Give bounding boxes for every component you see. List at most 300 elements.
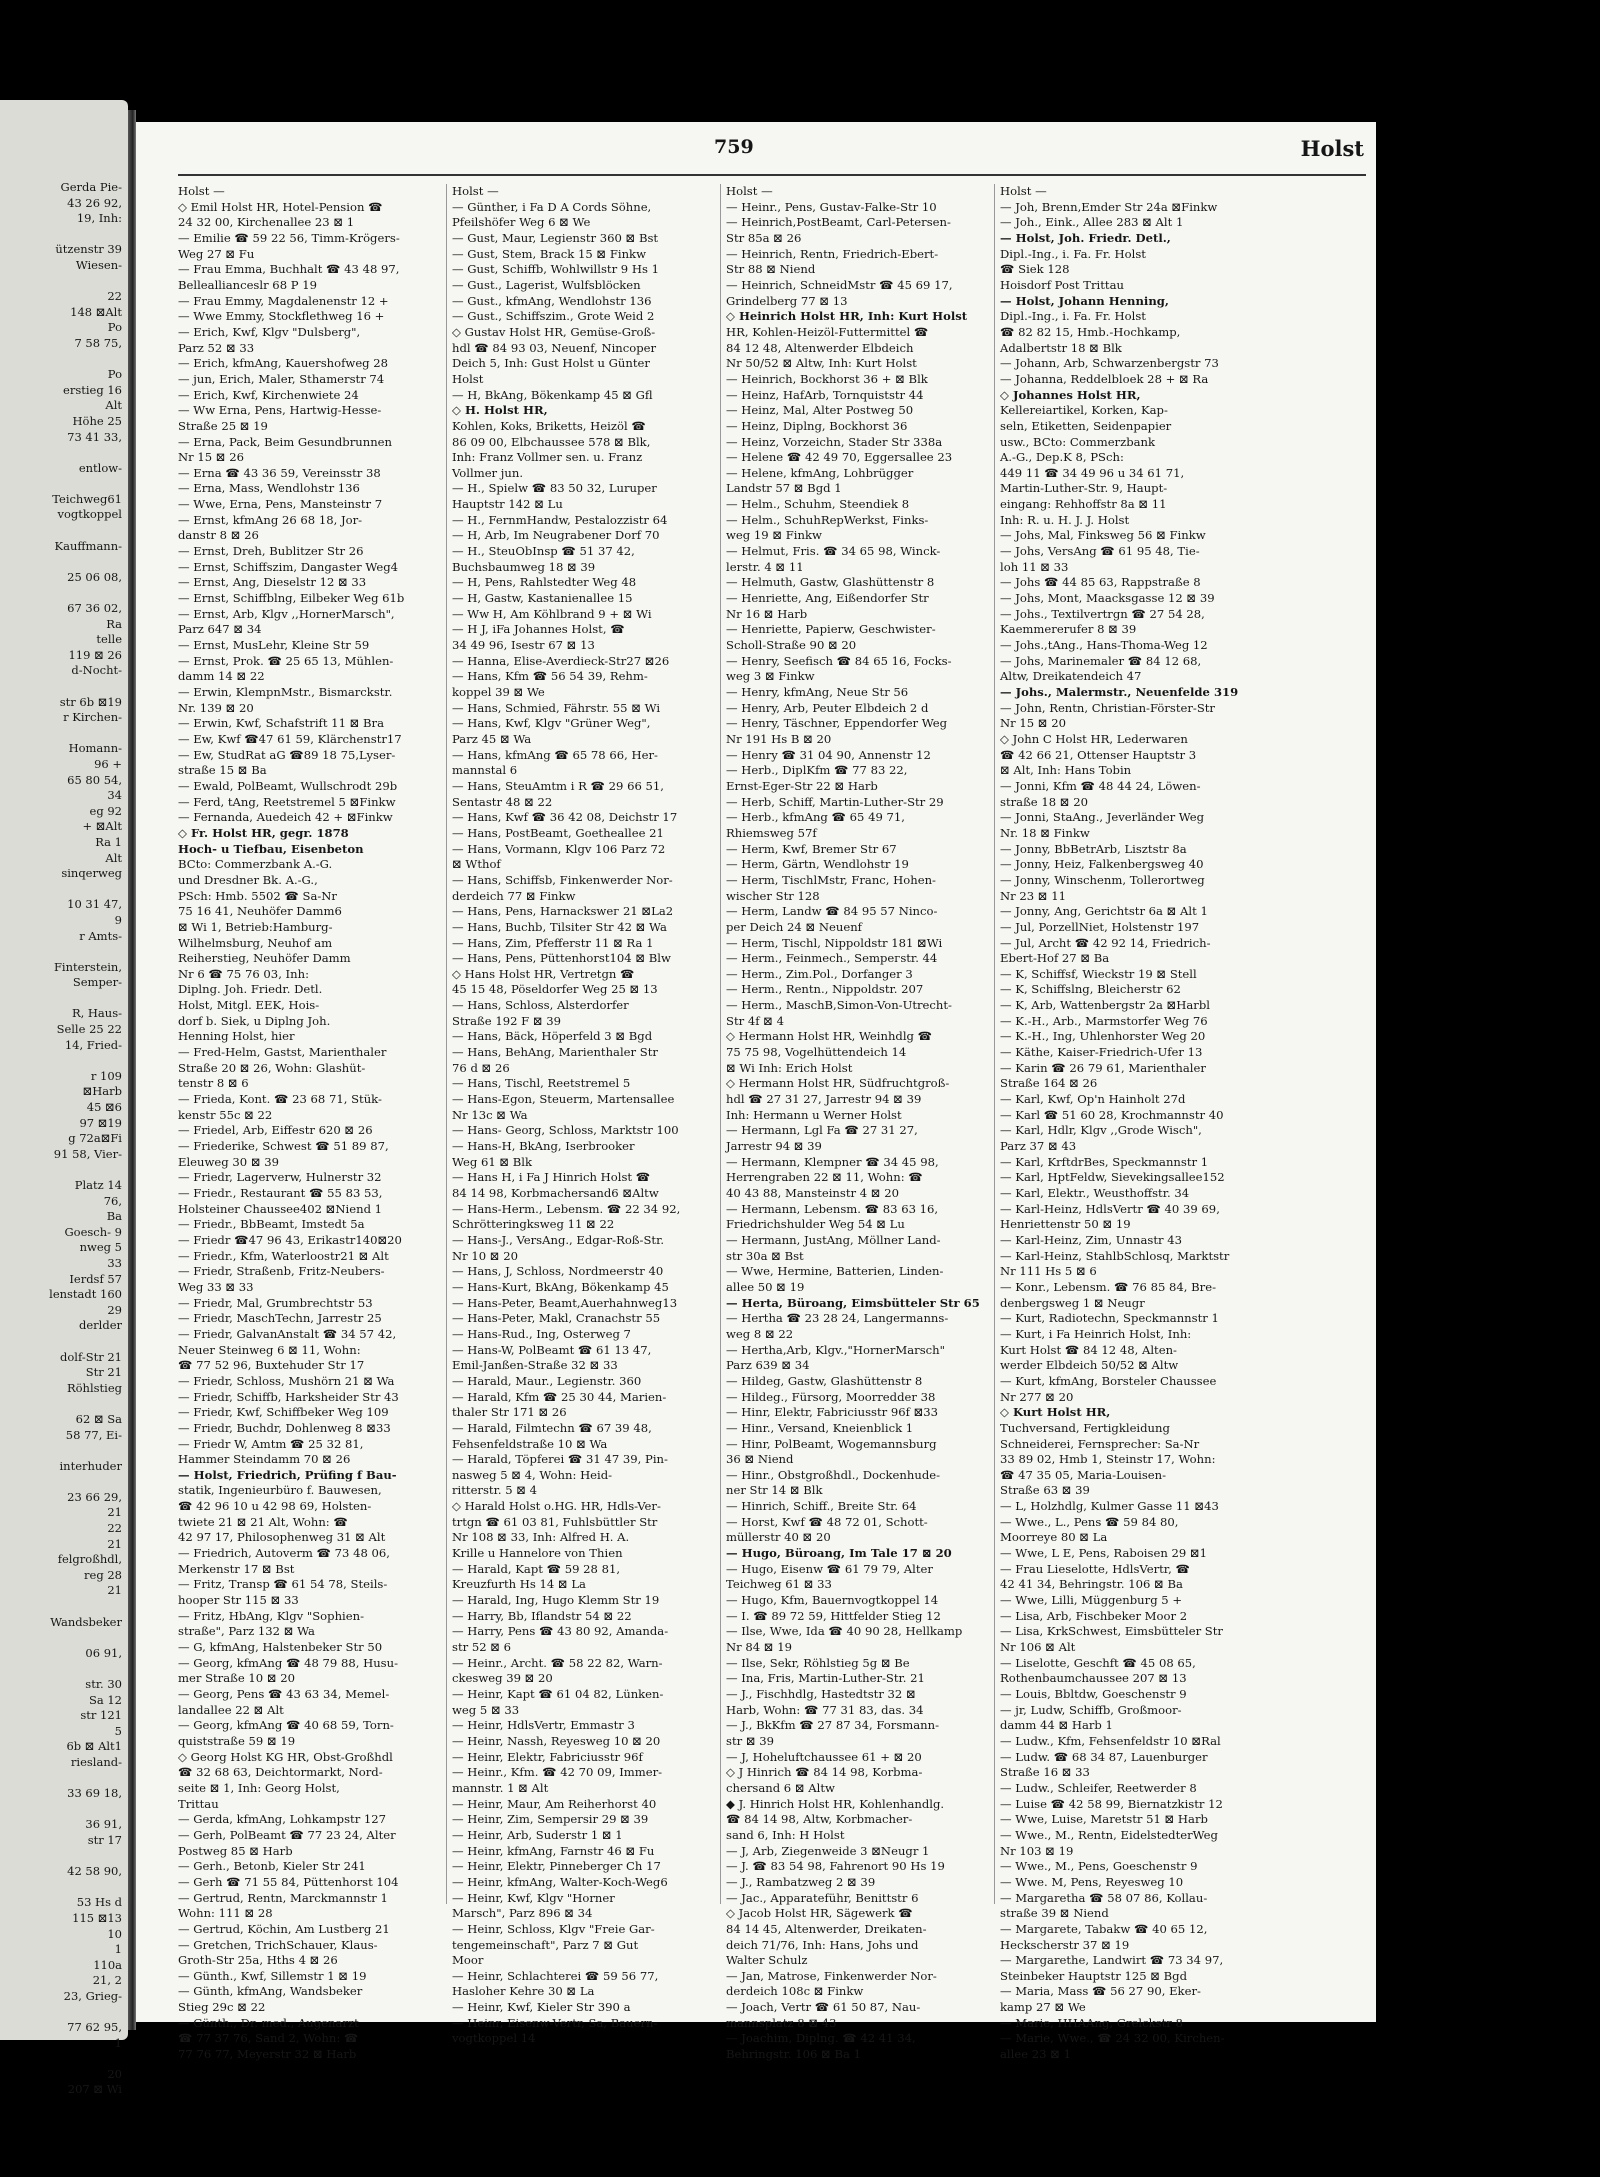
directory-entry: — Hans, Zim, Pfefferstr 11 ⊠ Ra 1 — [452, 935, 654, 950]
left-page-fragment: Selle 25 22 — [56, 1022, 122, 1037]
directory-entry: — Friedr, Mal, Grumbrechtstr 53 — [178, 1295, 373, 1310]
directory-entry: — K, Schiffsf, Wieckstr 19 ⊠ Stell — [1000, 966, 1197, 981]
directory-entry: — Heinrich,PostBeamt, Carl-Petersen- — [726, 215, 951, 230]
directory-entry: — K, Arb, Wattenbergstr 2a ⊠Harbl — [1000, 998, 1210, 1013]
left-page-fragment: 76, — [103, 1193, 122, 1208]
directory-entry: — Jul, Archt ☎ 42 92 14, Friedrich- — [1000, 935, 1211, 950]
left-page-fragment: 58 77, Ei- — [65, 1427, 122, 1442]
directory-entry: — Günther, i Fa D A Cords Söhne, — [452, 199, 652, 214]
directory-entry: Holsteiner Chaussee402 ⊠Niend 1 — [178, 1201, 383, 1216]
directory-entry: ◇ J Hinrich ☎ 84 14 98, Korbma- — [726, 1765, 923, 1780]
directory-entry: Moor — [452, 1953, 484, 1968]
directory-entry: Buchsbaumweg 18 ⊠ 39 — [452, 559, 596, 574]
directory-entry: — Heinr, Schloss, Klgv "Freie Gar- — [452, 1921, 655, 1936]
directory-entry: Straße 63 ⊠ 39 — [1000, 1483, 1090, 1498]
directory-entry: Nr 6 ☎ 75 76 03, Inh: — [178, 966, 309, 981]
directory-entry: Nr 15 ⊠ 26 — [178, 450, 244, 465]
directory-entry: — Friedr., Restaurant ☎ 55 83 53, — [178, 1186, 383, 1200]
left-page-fragment — [2, 1849, 122, 1865]
directory-entry: — Herb., DiplKfm ☎ 77 83 22, — [726, 763, 908, 778]
directory-entry: mannsplatz 8 ⊠ 43 — [726, 2015, 837, 2030]
left-page-fragment: Semper- — [72, 975, 122, 990]
directory-entry: — Wwe., M., Rentn, EidelstedterWeg — [1000, 1827, 1218, 1842]
directory-entry: ritterstr. 5 ⊠ 4 — [452, 1483, 538, 1498]
directory-entry: Nr 13c ⊠ Wa — [452, 1107, 528, 1122]
directory-entry: koppel 39 ⊠ We — [452, 685, 545, 699]
directory-entry: weg 8 ⊠ 22 — [726, 1326, 794, 1341]
directory-entry: — Hans, Schmied, Fährstr. 55 ⊠ Wi — [452, 700, 661, 715]
directory-entry: — Horst, Kwf ☎ 48 72 01, Schott- — [726, 1514, 928, 1529]
directory-entry: Weg 33 ⊠ 33 — [178, 1279, 254, 1294]
left-page-fragment: 91 58, Vier- — [53, 1146, 122, 1161]
directory-entry: ◇ Hermann Holst HR, Südfruchtgroß- — [726, 1076, 950, 1091]
directory-entry: — Hans, J, Schloss, Nordmeerstr 40 — [452, 1264, 664, 1279]
directory-entry: ◇ Jacob Holst HR, Sägewerk ☎ — [726, 1906, 913, 1921]
left-page-edge — [0, 100, 128, 2097]
directory-entry: straße 15 ⊠ Ba — [178, 763, 267, 778]
directory-entry: — Hans-Rud., Ing, Osterweg 7 — [452, 1326, 631, 1341]
directory-entry: — Harry, Bb, Iflandstr 54 ⊠ 22 — [452, 1608, 632, 1623]
directory-entry: Nr 84 ⊠ 19 — [726, 1640, 792, 1655]
directory-entry: Schrötteringksweg 11 ⊠ 22 — [452, 1217, 615, 1232]
directory-entry: quiststraße 59 ⊠ 19 — [178, 1733, 296, 1748]
directory-entry: — Henriette, Papierw, Geschwister- — [726, 622, 936, 637]
left-page-fragment: Po — [107, 320, 122, 335]
directory-entry: Nr 10 ⊠ 20 — [452, 1248, 518, 1263]
directory-entry: — Harry, Pens ☎ 43 80 92, Amanda- — [452, 1624, 669, 1639]
directory-entry: — Hanna, Elise-Averdieck-Str27 ⊠26 — [452, 653, 670, 668]
directory-entry: — Ernst, kfmAng 26 68 18, Jor- — [178, 512, 363, 527]
directory-entry: ◇ Gustav Holst HR, Gemüse-Groß- — [452, 324, 656, 339]
left-page-fragment: Teichweg61 — [52, 491, 122, 506]
directory-entry: — Friederike, Schwest ☎ 51 89 87, — [178, 1139, 389, 1154]
directory-entry: 77 76 77, Meyerstr 32 ⊠ Harb — [178, 2047, 357, 2062]
directory-entry: Jarrestr 94 ⊠ 39 — [726, 1139, 822, 1154]
directory-entry: — Heinrich, Bockhorst 36 + ⊠ Blk — [726, 371, 928, 386]
directory-entry: — Henry ☎ 31 04 90, Annenstr 12 — [726, 747, 931, 762]
directory-entry: tenstr 8 ⊠ 6 — [178, 1076, 249, 1091]
directory-entry: Walter Schulz — [726, 1953, 808, 1968]
directory-entry: Inh: R. u. H. J. J. Holst — [1000, 512, 1130, 527]
directory-entry: Stieg 29c ⊠ 22 — [178, 2000, 266, 2015]
directory-entry: — Friedr, MaschTechn, Jarrestr 25 — [178, 1311, 382, 1326]
directory-entry: landallee 22 ⊠ Alt — [178, 1702, 284, 1717]
directory-entry: — Wwe. M, Pens, Reyesweg 10 — [1000, 1874, 1184, 1889]
directory-entry: — Johs, Marinemaler ☎ 84 12 68, — [1000, 653, 1202, 668]
directory-entry: — Gertrud, Rentn, Marckmannstr 1 — [178, 1890, 388, 1905]
directory-entry: ◇ Johannes Holst HR, — [1000, 387, 1141, 402]
left-page-fragment: 96 + — [94, 756, 122, 771]
directory-entry: chersand 6 ⊠ Altw — [726, 1780, 835, 1795]
directory-entry: — Hans-Herm., Lebensm. ☎ 22 34 92, — [452, 1201, 681, 1216]
directory-entry: — Georg, Pens ☎ 43 63 34, Memel- — [178, 1687, 390, 1701]
directory-entry: ◇ Hans Holst HR, Vertretgn ☎ — [452, 966, 635, 981]
directory-entry: Harb, Wohn: ☎ 77 31 83, das. 34 — [726, 1702, 924, 1717]
directory-entry: ⊠ Wthof — [452, 857, 501, 872]
left-page-fragment: nweg 5 — [79, 1240, 122, 1255]
directory-entry: loh 11 ⊠ 33 — [1000, 559, 1069, 574]
directory-entry: deich 71/76, Inh: Hans, Johs und — [726, 1937, 919, 1952]
directory-entry: — Kurt, i Fa Heinrich Holst, Inh: — [1000, 1326, 1192, 1341]
directory-entry: — Jonny, BbBetrArb, Lisztstr 8a — [1000, 841, 1187, 856]
left-page-fragment: 1 — [114, 2035, 122, 2050]
directory-entry: damm 14 ⊠ 22 — [178, 669, 265, 684]
directory-entry: — Friedr ☎47 96 43, Erikastr140⊠20 — [178, 1232, 402, 1247]
directory-entry: — Ew, StudRat aG ☎89 18 75,Lyser- — [178, 747, 396, 762]
left-page-fragment: 23, Grieg- — [63, 1988, 122, 2003]
left-page-fragment: 77 62 95, — [67, 2020, 122, 2035]
directory-entry: Behringstr. 106 ⊠ Ba 1 — [726, 2047, 861, 2062]
directory-entry: — Wwe, L E, Pens, Raboisen 29 ⊠1 — [1000, 1546, 1208, 1561]
directory-entry: — Wwe, Erna, Pens, Mansteinstr 7 — [178, 497, 383, 512]
left-page-fragment: str 17 — [87, 1832, 122, 1847]
directory-entry: — Hans, Kfm ☎ 56 54 39, Rehm- — [452, 669, 648, 684]
directory-entry: Dipl.-Ing., i. Fa. Fr. Holst — [1000, 309, 1146, 324]
directory-entry: — Gust., kfmAng, Wendlohstr 136 — [452, 293, 652, 308]
directory-entry: — Heinr, Maur, Am Reiherhorst 40 — [452, 1796, 657, 1811]
directory-entry: Holst — — [452, 184, 499, 198]
directory-entry: Heckscherstr 37 ⊠ 19 — [1000, 1937, 1130, 1952]
directory-entry: — Ew, Kwf ☎47 61 59, Klärchenstr17 — [178, 731, 402, 746]
left-page-fragment — [2, 227, 122, 243]
directory-entry: — Käthe, Kaiser-Friedrich-Ufer 13 — [1000, 1045, 1203, 1060]
directory-entry: Reiherstieg, Neuhöfer Damm — [178, 951, 351, 966]
directory-entry: — Fritz, HbAng, Klgv "Sophien- — [178, 1608, 364, 1623]
directory-entry: — Henry, kfmAng, Neue Str 56 — [726, 685, 909, 699]
left-page-fragment: r Amts- — [79, 928, 122, 943]
directory-entry: allee 50 ⊠ 19 — [726, 1279, 805, 1294]
left-page-fragment: Höhe 25 — [72, 413, 122, 428]
directory-entry: per Deich 24 ⊠ Neuenf — [726, 919, 862, 934]
left-page-fragment: 53 Hs d — [76, 1895, 122, 1910]
directory-entry: — Jonny, Heiz, Falkenbergsweg 40 — [1000, 857, 1204, 872]
directory-entry: — Heinr, Eisenw-Vertr, Sa, Bauern- — [452, 2015, 658, 2030]
left-page-fragment: 7 58 75, — [74, 335, 122, 350]
directory-entry: Weg 61 ⊠ Blk — [452, 1154, 533, 1169]
left-page-fragment — [2, 1474, 122, 1490]
directory-entry: — jr, Ludw, Schiffb, Großmoor- — [1000, 1702, 1182, 1717]
directory-entry: — Hinr., Versand, Kneienblick 1 — [726, 1420, 914, 1435]
directory-entry: — Herm., Zim.Pol., Dorfanger 3 — [726, 966, 913, 981]
directory-entry: Teichweg 61 ⊠ 33 — [726, 1577, 832, 1592]
directory-entry: Straße 16 ⊠ 33 — [1000, 1765, 1090, 1780]
directory-entry: — Ww H, Am Köhlbrand 9 + ⊠ Wi — [452, 606, 652, 621]
header-rule — [178, 174, 1366, 176]
directory-entry: derdeich 77 ⊠ Finkw — [452, 888, 576, 903]
directory-entry: ☎ 42 66 21, Ottenser Hauptstr 3 — [1000, 747, 1197, 762]
directory-entry: Kurt Holst ☎ 84 12 48, Alten- — [1000, 1342, 1177, 1357]
directory-entry: — Helmut, Fris. ☎ 34 65 98, Winck- — [726, 544, 941, 559]
directory-entry: — Ernst, Dreh, Bublitzer Str 26 — [178, 544, 364, 559]
directory-entry: — Helm., Schuhm, Steendiek 8 — [726, 497, 910, 512]
left-page-fragment: + ⊠Alt — [82, 819, 122, 834]
directory-entry: — Wwe, Luise, Maretstr 51 ⊠ Harb — [1000, 1812, 1208, 1827]
directory-entry: — Lisa, KrkSchwest, Eimsbütteler Str — [1000, 1624, 1223, 1639]
directory-entry: Friedrichshulder Weg 54 ⊠ Lu — [726, 1217, 905, 1232]
directory-entry: Rothenbaumchaussee 207 ⊠ 13 — [1000, 1671, 1187, 1686]
directory-entry: — Hans, PostBeamt, Goetheallee 21 — [452, 825, 664, 840]
directory-entry: — Hertha,Arb, Klgv.,"HornerMarsch" — [726, 1342, 945, 1357]
directory-entry: — Heinz, HafArb, Tornquiststr 44 — [726, 387, 924, 402]
directory-entry: Ebert-Hof 27 ⊠ Ba — [1000, 951, 1110, 966]
directory-entry: — Fred-Helm, Gastst, Marienthaler — [178, 1045, 387, 1060]
directory-entry: — H, Pens, Rahlstedter Weg 48 — [452, 575, 637, 590]
directory-entry: Steinbeker Hauptstr 125 ⊠ Bgd — [1000, 1968, 1188, 1983]
left-page-fragment — [2, 445, 122, 461]
left-page-fragment: str 6b ⊠19 — [59, 694, 122, 709]
directory-entry: — Gertrud, Köchin, Am Lustberg 21 — [178, 1921, 390, 1936]
left-page-fragment: 14, Fried- — [64, 1037, 122, 1052]
directory-entry: — Gust., Lagerist, Wulfsblöcken — [452, 277, 641, 292]
directory-entry: str 30a ⊠ Bst — [726, 1248, 804, 1263]
left-page-fragment: ⊠Harb — [82, 1084, 122, 1099]
left-page-fragment — [2, 1661, 122, 1677]
left-page-fragment: Str 21 — [85, 1365, 122, 1380]
left-page-fragment: 20 — [107, 2066, 122, 2081]
left-page-fragment: interhuder — [59, 1458, 122, 1473]
directory-entry: 84 12 48, Altenwerder Elbdeich — [726, 340, 914, 355]
left-page-fragment: 22 — [107, 289, 122, 304]
directory-entry: Parz 52 ⊠ 33 — [178, 340, 255, 355]
directory-entry: — Harald, Filmtechn ☎ 67 39 48, — [452, 1420, 652, 1435]
left-page-fragment: sinqerweg — [61, 866, 122, 881]
left-page-fragment: 33 — [107, 1255, 122, 1270]
directory-entry: hooper Str 115 ⊠ 33 — [178, 1593, 299, 1608]
directory-entry: — Margaretha ☎ 58 07 86, Kollau- — [1000, 1890, 1208, 1905]
directory-entry: — Georg, kfmAng ☎ 40 68 59, Torn- — [178, 1718, 394, 1733]
directory-entry: — Herm, Gärtn, Wendlohstr 19 — [726, 857, 909, 872]
directory-entry: — Erich, kfmAng, Kauershofweg 28 — [178, 356, 389, 371]
directory-entry: — Heinr, Schlachterei ☎ 59 56 77, — [452, 1968, 659, 1983]
directory-entry: — Jonni, StaAng., Jeverländer Weg — [1000, 810, 1205, 825]
directory-entry: — Henry, Täschner, Eppendorfer Weg — [726, 716, 948, 731]
directory-entry: — H, Arb, Im Neugrabener Dorf 70 — [452, 528, 660, 543]
left-page-fragment: 6b ⊠ Alt1 — [66, 1739, 122, 1754]
directory-column-2 — [452, 184, 718, 2047]
left-page-fragment: vogtkoppel — [57, 507, 122, 522]
directory-entry: — Friedr, Schloss, Mushörn 21 ⊠ Wa — [178, 1373, 395, 1388]
directory-entry: Nr. 18 ⊠ Finkw — [1000, 825, 1090, 840]
directory-entry: 40 43 88, Mansteinstr 4 ⊠ 20 — [726, 1186, 899, 1200]
directory-entry: lerstr. 4 ⊠ 11 — [726, 559, 804, 574]
directory-entry: — Friedr, Buchdr, Dohlenweg 8 ⊠33 — [178, 1420, 391, 1435]
directory-entry: — Heinr., Kfm. ☎ 42 70 09, Immer- — [452, 1765, 663, 1780]
directory-entry: — Marie, Wwe., ☎ 24 32 00, Kirchen- — [1000, 2031, 1225, 2046]
directory-column-1 — [178, 184, 444, 2063]
left-page-fragment — [2, 1162, 122, 1178]
directory-entry: — Hans, Schloss, Alsterdorfer — [452, 998, 629, 1013]
directory-entry: Tuchversand, Fertigkleidung — [1000, 1420, 1170, 1435]
directory-entry: — I. ☎ 89 72 59, Hittfelder Stieg 12 — [726, 1608, 941, 1623]
left-page-fragment: Alt — [105, 850, 122, 865]
directory-entry: — Heinr, Zim, Sempersir 29 ⊠ 39 — [452, 1812, 649, 1827]
directory-entry: — Erwin, KlempnMstr., Bismarckstr. — [178, 685, 393, 699]
directory-entry: weg 5 ⊠ 33 — [452, 1702, 520, 1717]
directory-entry: HR, Kohlen-Heizöl-Futtermittel ☎ — [726, 324, 929, 339]
directory-entry: ◆ J. Hinrich Holst HR, Kohlenhandlg. — [726, 1796, 945, 1811]
directory-entry: Nr 277 ⊠ 20 — [1000, 1389, 1074, 1404]
left-page-fragment — [2, 585, 122, 601]
directory-entry: denbergsweg 1 ⊠ Neugr — [1000, 1295, 1145, 1310]
left-page-fragment — [2, 523, 122, 539]
directory-entry: — Wwe., L., Pens ☎ 59 84 80, — [1000, 1514, 1179, 1529]
directory-entry: — Fernanda, Auedeich 42 + ⊠Finkw — [178, 810, 393, 825]
directory-entry: 86 09 00, Elbchaussee 578 ⊠ Blk, — [452, 434, 651, 449]
directory-entry: 76 d ⊠ 26 — [452, 1060, 510, 1075]
directory-entry: — Kurt, Radiotechn, Speckmannstr 1 — [1000, 1311, 1219, 1326]
left-page-fragment: 97 ⊠19 — [79, 1115, 122, 1130]
directory-entry: Martin-Luther-Str. 9, Haupt- — [1000, 481, 1168, 496]
left-page-fragment: 5 — [114, 1723, 122, 1738]
directory-entry: tengemeinschaft", Parz 7 ⊠ Gut — [452, 1937, 639, 1952]
directory-entry: kamp 27 ⊠ We — [1000, 2000, 1086, 2015]
directory-entry: — Herm, Tischl, Nippoldstr 181 ⊠Wi — [726, 935, 943, 950]
directory-entry: — Heinr, kfmAng, Farnstr 46 ⊠ Fu — [452, 1843, 655, 1858]
directory-entry: — Heinrich, SchneidMstr ☎ 45 69 17, — [726, 277, 953, 292]
directory-entry: Inh: Hermann u Werner Holst — [726, 1107, 902, 1122]
directory-entry: — Margarete, Tabakw ☎ 40 65 12, — [1000, 1921, 1208, 1936]
left-page-fragment — [2, 679, 122, 695]
directory-entry: — Hinr, PolBeamt, Wogemannsburg — [726, 1436, 937, 1451]
left-page-fragment: Platz 14 — [74, 1178, 122, 1192]
directory-entry: ⊠ Alt, Inh: Hans Tobin — [1000, 763, 1132, 778]
left-page-fragment — [2, 2004, 122, 2020]
directory-entry: sand 6, Inh: H Holst — [726, 1827, 845, 1842]
directory-entry: Kaemmererufer 8 ⊠ 39 — [1000, 622, 1137, 637]
directory-entry: — Ferd, tAng, Reetstremel 5 ⊠Finkw — [178, 794, 396, 809]
left-page-fragment: 25 06 08, — [67, 569, 122, 584]
left-page-fragment — [2, 1396, 122, 1412]
left-page-fragment: R, Haus- — [71, 1006, 122, 1021]
directory-entry: weg 19 ⊠ Finkw — [726, 528, 822, 543]
directory-entry: ◇ Fr. Holst HR, gegr. 1878 — [178, 825, 349, 840]
left-page-fragment: eg 92 — [89, 803, 122, 818]
directory-entry: Dipl.-Ing., i. Fa. Fr. Holst — [1000, 246, 1146, 261]
left-page-fragment: 29 — [107, 1302, 122, 1317]
left-page-fragment: str 121 — [80, 1708, 122, 1723]
directory-entry: statik, Ingenieurbüro f. Bauwesen, — [178, 1483, 382, 1498]
directory-entry: — Marie, HHAAng, Grelckstr 8 — [1000, 2015, 1183, 2030]
directory-entry: — Gust, Stem, Brack 15 ⊠ Finkw — [452, 246, 646, 261]
directory-entry: damm 44 ⊠ Harb 1 — [1000, 1718, 1113, 1733]
directory-entry: — Joh, Brenn,Emder Str 24a ⊠Finkw — [1000, 199, 1218, 214]
directory-entry: — Hildeg., Fürsorg, Moorredder 38 — [726, 1389, 936, 1404]
left-page-fragment: 06 91, — [85, 1645, 122, 1660]
left-page-fragment: 73 41 33, — [67, 429, 122, 444]
directory-entry: — Karl-Heinz, StahlbSchlosq, Marktstr — [1000, 1248, 1230, 1263]
left-page-fragment: str. 30 — [85, 1677, 122, 1691]
directory-entry: — Johanna, Reddelbloek 28 + ⊠ Ra — [1000, 371, 1209, 386]
left-page-fragment: Ierdsf 57 — [69, 1271, 122, 1286]
directory-entry: 449 11 ☎ 34 49 96 u 34 61 71, — [1000, 465, 1185, 480]
left-page-fragment: telle — [96, 632, 122, 647]
directory-entry: — Friedr, Lagerverw, Hulnerstr 32 — [178, 1170, 382, 1185]
directory-entry: Deich 5, Inh: Gust Holst u Günter — [452, 356, 650, 371]
directory-entry: — K.-H., Arb., Marmstorfer Weg 76 — [1000, 1013, 1208, 1028]
left-page-fragment: 43 26 92, — [67, 195, 122, 210]
directory-entry: 75 75 98, Vogelhüttendeich 14 — [726, 1045, 907, 1060]
column-divider — [720, 184, 721, 1904]
directory-entry: — Heinr., Archt. ☎ 58 22 82, Warn- — [452, 1655, 663, 1670]
directory-entry: — Friedr, Kwf, Schiffbeker Weg 109 — [178, 1405, 389, 1420]
directory-entry: Nr 106 ⊠ Alt — [1000, 1640, 1076, 1655]
directory-entry: — Karl, HptFeldw, Sievekingsallee152 — [1000, 1170, 1225, 1185]
directory-entry: — Friedel, Arb, Eiffestr 620 ⊠ 26 — [178, 1123, 373, 1138]
directory-entry: — Herb, Schiff, Martin-Luther-Str 29 — [726, 794, 944, 809]
left-page-fragment: Gerda Pie- — [60, 180, 122, 194]
directory-entry: — Heinz, Vorzeichn, Stader Str 338a — [726, 434, 943, 449]
directory-entry: — Joach, Vertr ☎ 61 50 87, Nau- — [726, 2000, 921, 2015]
directory-entry: ☎ 77 37 76, Sand 2, Wohn: ☎ — [178, 2031, 359, 2046]
directory-entry: — Jul, PorzellNiet, Holstenstr 197 — [1000, 919, 1200, 934]
directory-entry: — Heinr, Arb, Suderstr 1 ⊠ 1 — [452, 1827, 623, 1842]
left-page-fragment — [2, 1443, 122, 1459]
directory-entry: — Heinr., Pens, Gustav-Falke-Str 10 — [726, 199, 937, 214]
directory-entry: — Karl ☎ 51 60 28, Krochmannstr 40 — [1000, 1107, 1224, 1122]
directory-entry: — Herta, Büroang, Eimsbütteler Str 65 — [726, 1295, 980, 1310]
directory-entry: — Jonni, Kfm ☎ 48 44 24, Löwen- — [1000, 778, 1201, 793]
directory-entry: — Erna, Mass, Wendlohstr 136 — [178, 481, 360, 496]
directory-column-4 — [1000, 184, 1266, 2063]
directory-entry: ☎ 84 14 98, Altw, Korbmacher- — [726, 1812, 913, 1827]
directory-entry: Eleuweg 30 ⊠ 39 — [178, 1154, 279, 1169]
left-page-fragment: Ra 1 — [95, 834, 122, 849]
left-page-fragment: Alt — [105, 398, 122, 413]
directory-entry: — Hans, Pens, Harnackswег 21 ⊠La2 — [452, 904, 674, 919]
directory-entry: — Heinz, Mal, Alter Postweg 50 — [726, 403, 914, 418]
directory-entry: — Georg, kfmAng ☎ 48 79 88, Husu- — [178, 1655, 399, 1670]
directory-entry: — Erich, Kwf, Klgv "Dulsberg", — [178, 324, 361, 339]
directory-entry: — Harald, Kfm ☎ 25 30 44, Marien- — [452, 1389, 667, 1404]
directory-entry: — Gerh ☎ 71 55 84, Püttenhorst 104 — [178, 1874, 399, 1889]
directory-entry: — Ernst, MusLehr, Kleine Str 59 — [178, 638, 370, 653]
directory-entry: — Ludw., Schleifer, Reetwerder 8 — [1000, 1780, 1197, 1795]
directory-entry: Parz 45 ⊠ Wa — [452, 731, 532, 746]
column-divider — [446, 184, 447, 1904]
directory-entry: — Erwin, Kwf, Schafstrift 11 ⊠ Bra — [178, 716, 384, 731]
left-page-fragment: 65 80 54, — [67, 772, 122, 787]
directory-entry: Nr 15 ⊠ 20 — [1000, 716, 1066, 731]
left-page-fragment: Wandsbeker — [50, 1614, 122, 1629]
directory-entry: — Hans, Buchb, Tilsiter Str 42 ⊠ Wa — [452, 919, 667, 934]
directory-entry: — K.-H., Ing, Uhlenhorster Weg 20 — [1000, 1029, 1206, 1044]
directory-entry: — Herb., kfmAng ☎ 65 49 71, — [726, 810, 905, 825]
directory-entry: — Herm, Landw ☎ 84 95 57 Ninco- — [726, 904, 938, 919]
directory-entry: — Helmuth, Gastw, Glashüttenstr 8 — [726, 575, 935, 590]
directory-entry: — Joachim, Diplng. ☎ 42 41 34, — [726, 2031, 916, 2046]
left-page-fragment — [2, 554, 122, 570]
directory-entry: Nr. 139 ⊠ 20 — [178, 700, 254, 715]
directory-entry: — Ernst, Prok. ☎ 25 65 13, Mühlen- — [178, 653, 394, 668]
left-page-fragment — [2, 1880, 122, 1896]
directory-entry: Fehsenfeldstraße 10 ⊠ Wa — [452, 1436, 608, 1451]
directory-entry: — Ernst, Ang, Dieselstr 12 ⊠ 33 — [178, 575, 367, 590]
directory-entry: und Dresdner Bk. A.-G., — [178, 872, 318, 887]
directory-entry: — Frau Emma, Buchhalt ☎ 43 48 97, — [178, 262, 400, 277]
left-page-fragment: reg 28 — [84, 1567, 122, 1582]
directory-entry: — Heinr, HdlsVertr, Emmastr 3 — [452, 1718, 635, 1733]
directory-entry: Hauptstr 142 ⊠ Lu — [452, 497, 563, 512]
directory-entry: Str 4f ⊠ 4 — [726, 1013, 784, 1028]
book-gutter — [128, 110, 136, 2030]
directory-entry: danstr 8 ⊠ 26 — [178, 528, 259, 543]
directory-entry: 36 ⊠ Niend — [726, 1452, 794, 1467]
directory-entry: — Ernst, Arb, Klgv ,,HornerMarsch", — [178, 606, 395, 621]
directory-entry: Belleallianceslr 68 P 19 — [178, 277, 317, 292]
directory-entry: — Jac., Apparateführ, Benittstr 6 — [726, 1890, 919, 1905]
left-page-fragment — [2, 1334, 122, 1350]
directory-entry: — Hans, Schiffsb, Finkenwerder Nor- — [452, 872, 673, 887]
